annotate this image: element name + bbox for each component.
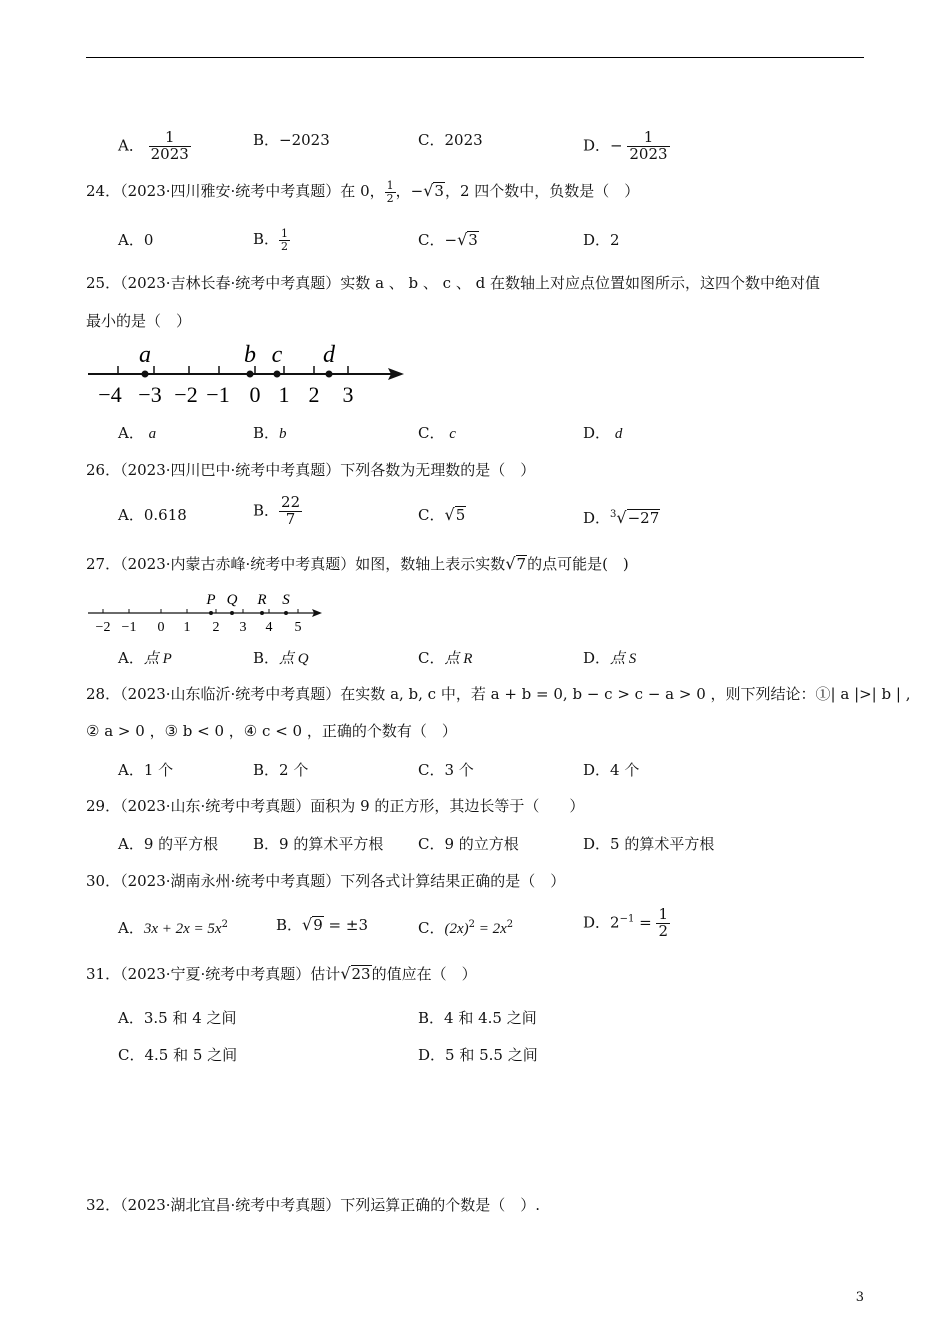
point-label: d <box>323 342 335 368</box>
q28-option-c: C．3 个 <box>418 761 474 779</box>
q29-option-c: C．9 的立方根 <box>418 835 519 853</box>
q26-option-b: B． $\frac{22}{7}$ <box>253 493 301 528</box>
q24-option-c: C．−√3 <box>418 230 478 249</box>
tick-label: 3 <box>342 382 354 407</box>
q25-option-d: D． d <box>583 424 623 442</box>
header-rule <box>86 57 864 58</box>
q23-option-c: C．2023 <box>418 131 483 149</box>
tick-label: 0 <box>249 382 261 407</box>
q27-option-a: A．点 P <box>118 649 172 667</box>
tick-label: 4 <box>265 620 273 635</box>
tick-label: 1 <box>183 620 191 635</box>
point-dot <box>247 371 254 378</box>
point-dot <box>284 611 288 615</box>
q27-option-c: C．点 R <box>418 649 473 667</box>
point-label: b <box>244 342 256 368</box>
q30-option-d: D．$2^{-1}$ = $\frac{1}{2}$ <box>583 905 668 940</box>
question-30: 30．（2023·湖南永州·统考中考真题）下列各式计算结果正确的是（ ） <box>86 872 566 890</box>
question-28: 28．（2023·山东临沂·统考中考真题）在实数 a, b, c 中，若 a + b = 0, b − c > c − a > 0 ，则下列结论：①| a |>| b | , <box>86 685 911 703</box>
q31-option-b: B．4 和 4.5 之间 <box>418 1009 537 1027</box>
tick-label: 2 <box>212 620 220 635</box>
q26-option-c: C．√5 <box>418 505 466 524</box>
q25-option-a: A． a <box>118 424 157 442</box>
question-27: 27．（2023·内蒙古赤峰·统考中考真题）如图，数轴上表示实数√7的点可能是( ) <box>86 554 629 573</box>
tick-label: −1 <box>121 620 137 635</box>
point-dot <box>326 371 333 378</box>
number-line-q25 <box>86 338 416 410</box>
question-25: 25．（2023·吉林长春·统考中考真题）实数 a 、 b 、 c 、 d 在数轴上对应点位置如图所示，这四个数中绝对值 <box>86 274 820 292</box>
tick-label: 5 <box>294 620 302 635</box>
tick-label: −4 <box>98 382 122 407</box>
tick-label: 2 <box>308 382 320 407</box>
point-dot <box>209 611 213 615</box>
question-32: 32．（2023·湖北宜昌·统考中考真题）下列运算正确的个数是（ ）. <box>86 1196 541 1214</box>
tick-label: −2 <box>174 382 198 407</box>
point-label: c <box>271 342 283 368</box>
q27-option-b: B．点 Q <box>253 649 309 667</box>
q25-option-b: B．b <box>253 424 287 442</box>
fraction: $\frac{1}{2023}$ <box>629 128 668 163</box>
point-dot <box>260 611 264 615</box>
question-29: 29．（2023·山东·统考中考真题）面积为 9 的正方形，其边长等于（ ） <box>86 797 585 815</box>
question-24: 24．（2023·四川雅安·统考中考真题）在 0， $\frac{1}{2}$ ，−√3，2 四个数中，负数是（ ） <box>86 179 640 205</box>
question-25-line2: 最小的是（ ） <box>86 312 192 330</box>
q30-option-a: A．$3x + 2x = 5x^2$ <box>118 919 228 937</box>
point-label: R <box>257 592 267 608</box>
option-label: A． <box>118 136 144 155</box>
q28-option-a: A．1 个 <box>118 761 174 779</box>
q24-option-d: D．2 <box>583 231 620 249</box>
question-28-line2: ② a > 0 ，③ b < 0 ，④ c < 0 ，正确的个数有（ ） <box>86 722 457 740</box>
point-label: Q <box>226 592 238 608</box>
q29-option-b: B．9 的算术平方根 <box>253 835 384 853</box>
q31-option-d: D．5 和 5.5 之间 <box>418 1046 538 1064</box>
q26-option-d: D．$^3$√−27 <box>583 508 660 527</box>
q31-option-a: A．3.5 和 4 之间 <box>118 1009 237 1027</box>
tick-label: 0 <box>157 620 165 635</box>
point-dot <box>274 371 281 378</box>
q23-option-a <box>118 130 191 163</box>
q28-option-b: B．2 个 <box>253 761 309 779</box>
q25-option-c: C． c <box>418 424 456 442</box>
point-dot <box>142 371 149 378</box>
tick-label: −3 <box>138 382 162 407</box>
q30-option-c: C．$(2x)^2 = 2x^2$ <box>418 919 514 937</box>
number-line-q27 <box>86 588 326 636</box>
q23-option-d: D．− $\frac{1}{2023}$ <box>583 128 668 163</box>
q28-option-d: D．4 个 <box>583 761 640 779</box>
q27-option-d: D．点 S <box>583 649 637 667</box>
tick-label: 3 <box>239 620 247 635</box>
point-label: a <box>139 342 151 368</box>
q23-option-b: B．−2023 <box>253 131 330 149</box>
tick-label: −2 <box>95 620 111 635</box>
q30-option-b: B．√9 = ±3 <box>276 915 368 934</box>
q26-option-a: A．0.618 <box>118 506 187 524</box>
question-26: 26．（2023·四川巴中·统考中考真题）下列各数为无理数的是（ ） <box>86 461 536 479</box>
fraction: $\frac{1}{2}$ <box>386 179 394 205</box>
point-dot <box>230 611 234 615</box>
q24-option-b: B． $\frac{1}{2}$ <box>253 227 289 253</box>
q24-option-a: A．0 <box>118 231 154 249</box>
q31-option-c: C．4.5 和 5 之间 <box>118 1046 238 1064</box>
point-label: P <box>206 592 216 608</box>
point-label: S <box>282 592 290 608</box>
q29-option-d: D．5 的算术平方根 <box>583 835 715 853</box>
page-number: 3 <box>855 1290 864 1305</box>
tick-label: 1 <box>278 382 290 407</box>
question-31: 31．（2023·宁夏·统考中考真题）估计√23的值应在（ ） <box>86 964 477 983</box>
fraction: $\frac{1}{2023}$ <box>150 128 189 163</box>
tick-label: −1 <box>206 382 230 407</box>
q29-option-a: A．9 的平方根 <box>118 835 219 853</box>
